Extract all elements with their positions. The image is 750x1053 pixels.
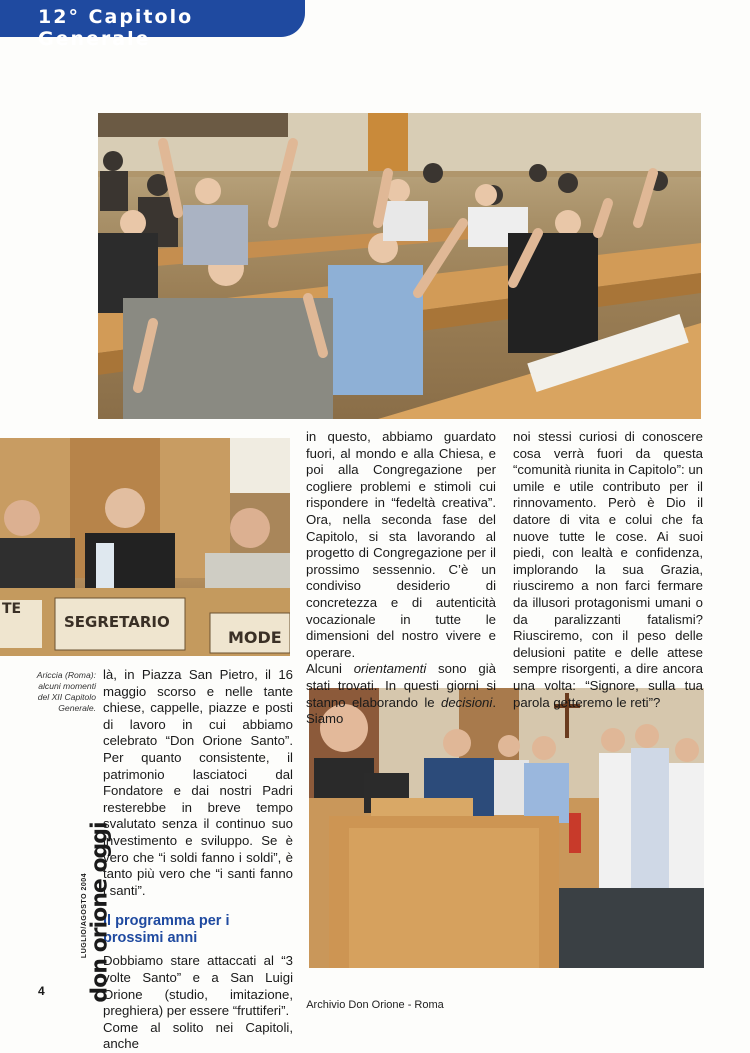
magazine-issue-date: LUGLIO/AGOSTO 2004	[81, 872, 89, 959]
section-header	[0, 0, 305, 50]
section-title: 12° Capitolo Generale	[38, 6, 194, 50]
plaque-te: TE	[2, 601, 22, 617]
col3-paragraph-3: Come al solito nei Capitoli, anche	[103, 1019, 293, 1052]
archive-footer: Archivio Don Orione - Roma	[306, 999, 444, 1011]
col1-emphasis: orientamenti	[353, 661, 427, 677]
plaque-segretario: SEGRETARIO	[64, 613, 170, 631]
col1-emphasis: decisioni	[441, 694, 493, 710]
col1-paragraph-1: in questo, abbiamo guardato fuori, al mondo e alla Chiesa, e poi alla Congregazione per cogliere problemi e stimoli cui rispondere in “fedeltà creativa”. Ora, nella seconda fase del Capitolo, si sta lavorando al progetto di Congregazione per il prossimo sessennio. C’è un condiviso desiderio di concretezza e di autenticità vocazionale in tutte le dimensioni del nostro vivere e operare.	[306, 429, 496, 660]
col2-paragraph: noi stessi curiosi di conoscere cosa verrà fuori da questa “comunità riunita in Capitolo”: un umile e utile contributo per il rinnovamento. Però è Dio il datore di vita e colui che fa nuove tutte le cose. Ai suoi piedi, con lealtà e confidenza, implorando la sua Grazia, riusciremo a non farci fermare da illusori protagonismi umani o da paralizzanti fatalismi? Riusciremo, con il peso delle delusioni patite e delle attese sempre risorgenti, a dire ancora una volta: “Signore, sulla tua parola getteremo le reti”?	[513, 429, 703, 710]
section-subheading: Il programma per i prossimi anni	[103, 913, 230, 947]
col1-paragraph-2	[306, 661, 496, 727]
plaque-mode: MODE	[228, 628, 282, 647]
text-column-3	[103, 667, 293, 1053]
photo-caption: Ariccia (Roma): alcuni momenti del XII Capitolo Generale.	[36, 670, 96, 713]
photo-assembly-prayer	[98, 113, 701, 419]
col3-paragraph-2: Dobbiamo stare attaccati al “3 volte Santo” e a San Luigi Orione (studio, imitazione, preghiera) per essere “fruttiferi”.	[103, 953, 293, 1019]
magazine-title: don orione oggi	[87, 822, 113, 1003]
col1-text: sono già stati trovati. In questi giorni si stanno elaborando le	[306, 661, 496, 710]
photo-lectern-group	[309, 688, 704, 968]
photo-secretary-desk	[0, 438, 290, 656]
text-column-2	[513, 429, 703, 711]
col3-paragraph-1: là, in Piazza San Pietro, il 16 maggio scorso e nelle tante chiese, cappelle, piazze e posti di lavoro in cui abbiamo celebrato “Don Orione Santo”. Per quanto consistente, il patrimonio lasciatoci dal Fondatore e dai nostri Padri resterebbe in breve tempo svalutato senza il continuo suo investimento e sviluppo. Se è vero che “i soldi fanno i soldi”, è tanto più vero che “i santi fanno i santi”.	[103, 667, 293, 898]
col1-text: . Siamo	[306, 694, 496, 727]
photo-lectern-illustration	[309, 688, 704, 968]
magazine-spine-logo	[38, 822, 113, 1003]
page-number: 4	[38, 984, 45, 998]
text-column-1	[306, 429, 496, 728]
col1-text: Alcuni	[306, 661, 354, 677]
photo-assembly-illustration	[98, 113, 701, 419]
